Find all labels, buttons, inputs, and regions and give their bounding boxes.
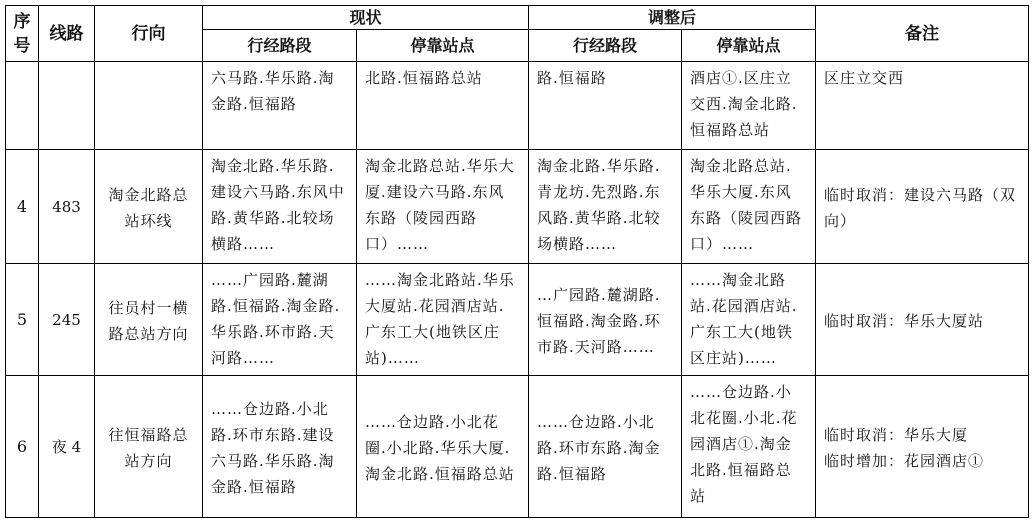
current-stops-cell: ……仓边路.小北花圈.小北路.华乐大厦.淘金北路.恒福路总站 <box>357 376 529 518</box>
adjusted-route-header: 行经路段 <box>529 30 682 62</box>
adjusted-stops-header: 停靠站点 <box>682 30 816 62</box>
direction-header: 行向 <box>95 6 203 62</box>
current-stops-header: 停靠站点 <box>357 30 529 62</box>
direction-cell <box>95 62 203 150</box>
current-route-cell: ……仓边路.小北路.环市东路.建设六马路.华乐路.淘金路.恒福路 <box>203 376 357 518</box>
current-route-header: 行经路段 <box>203 30 357 62</box>
header-row-1 <box>6 6 1029 30</box>
table-row <box>6 150 1029 264</box>
adjusted-route-cell: 路.恒福路 <box>529 62 682 150</box>
remark-cell: 临时取消：建设六马路（双向） <box>816 150 1029 264</box>
seq-cell: 5 <box>6 264 39 376</box>
remark-cell <box>816 376 1029 518</box>
seq-cell: 6 <box>6 376 39 518</box>
line-cell: 245 <box>39 264 95 376</box>
current-route-cell: 六马路.华乐路.淘金路.恒福路 <box>203 62 357 150</box>
line-cell: 483 <box>39 150 95 264</box>
seq-cell: 4 <box>6 150 39 264</box>
adjusted-route-cell: ……仓边路.小北路.环市东路.淘金路.恒福路 <box>529 376 682 518</box>
direction-cell: 往恒福路总站方向 <box>95 376 203 518</box>
current-route-cell: ……广园路.麓湖路.恒福路.淘金路.华乐路.环市路.天河路…… <box>203 264 357 376</box>
direction-cell: 淘金北路总站环线 <box>95 150 203 264</box>
adjusted-route-cell: 淘金北路.华乐路.青龙坊.先烈路.东风路.黄华路.北较场横路…… <box>529 150 682 264</box>
seq-cell <box>6 62 39 150</box>
line-cell: 夜 4 <box>39 376 95 518</box>
adjusted-stops-cell: 淘金北路总站.华乐大厦.东风东路（陵园西路口）…… <box>682 150 816 264</box>
current-header: 现状 <box>203 6 529 30</box>
table-row <box>6 62 1029 150</box>
adjusted-route-cell: …广园路.麓湖路.恒福路.淘金路.环市路.天河路…… <box>529 264 682 376</box>
route-adjustment-table <box>5 5 1029 518</box>
direction-cell: 往员村一横路总站方向 <box>95 264 203 376</box>
current-stops-cell: 北路.恒福路总站 <box>357 62 529 150</box>
remark-cell: 区庄立交西 <box>816 62 1029 150</box>
line-header: 线路 <box>39 6 95 62</box>
current-route-cell: 淘金北路.华乐路.建设六马路.东风中路.黄华路.北较场横路…… <box>203 150 357 264</box>
seq-header: 序号 <box>6 6 39 62</box>
table-row <box>6 264 1029 376</box>
remark-cancel-line: 临时取消：华乐大厦 <box>824 426 969 444</box>
adjusted-stops-cell: 酒店①.区庄立交西.淘金北路.恒福路总站 <box>682 62 816 150</box>
remark-header: 备注 <box>816 6 1029 62</box>
adjusted-header: 调整后 <box>529 6 816 30</box>
line-cell <box>39 62 95 150</box>
remark-add-line: 临时增加：花园酒店① <box>824 452 985 470</box>
adjusted-stops-cell: ……仓边路.小北花圈.小北.花园酒店①.淘金北路.恒福路总站 <box>682 376 816 518</box>
current-stops-cell: ……淘金北路站.华乐大厦站.花园酒店站.广东工大(地铁区庄站)…… <box>357 264 529 376</box>
adjusted-stops-cell: ……淘金北路站.花园酒店站.广东工大(地铁区庄站)…… <box>682 264 816 376</box>
table-row <box>6 376 1029 518</box>
remark-cell: 临时取消：华乐大厦站 <box>816 264 1029 376</box>
current-stops-cell: 淘金北路总站.华乐大厦.建设六马路.东风东路（陵园西路口）…… <box>357 150 529 264</box>
